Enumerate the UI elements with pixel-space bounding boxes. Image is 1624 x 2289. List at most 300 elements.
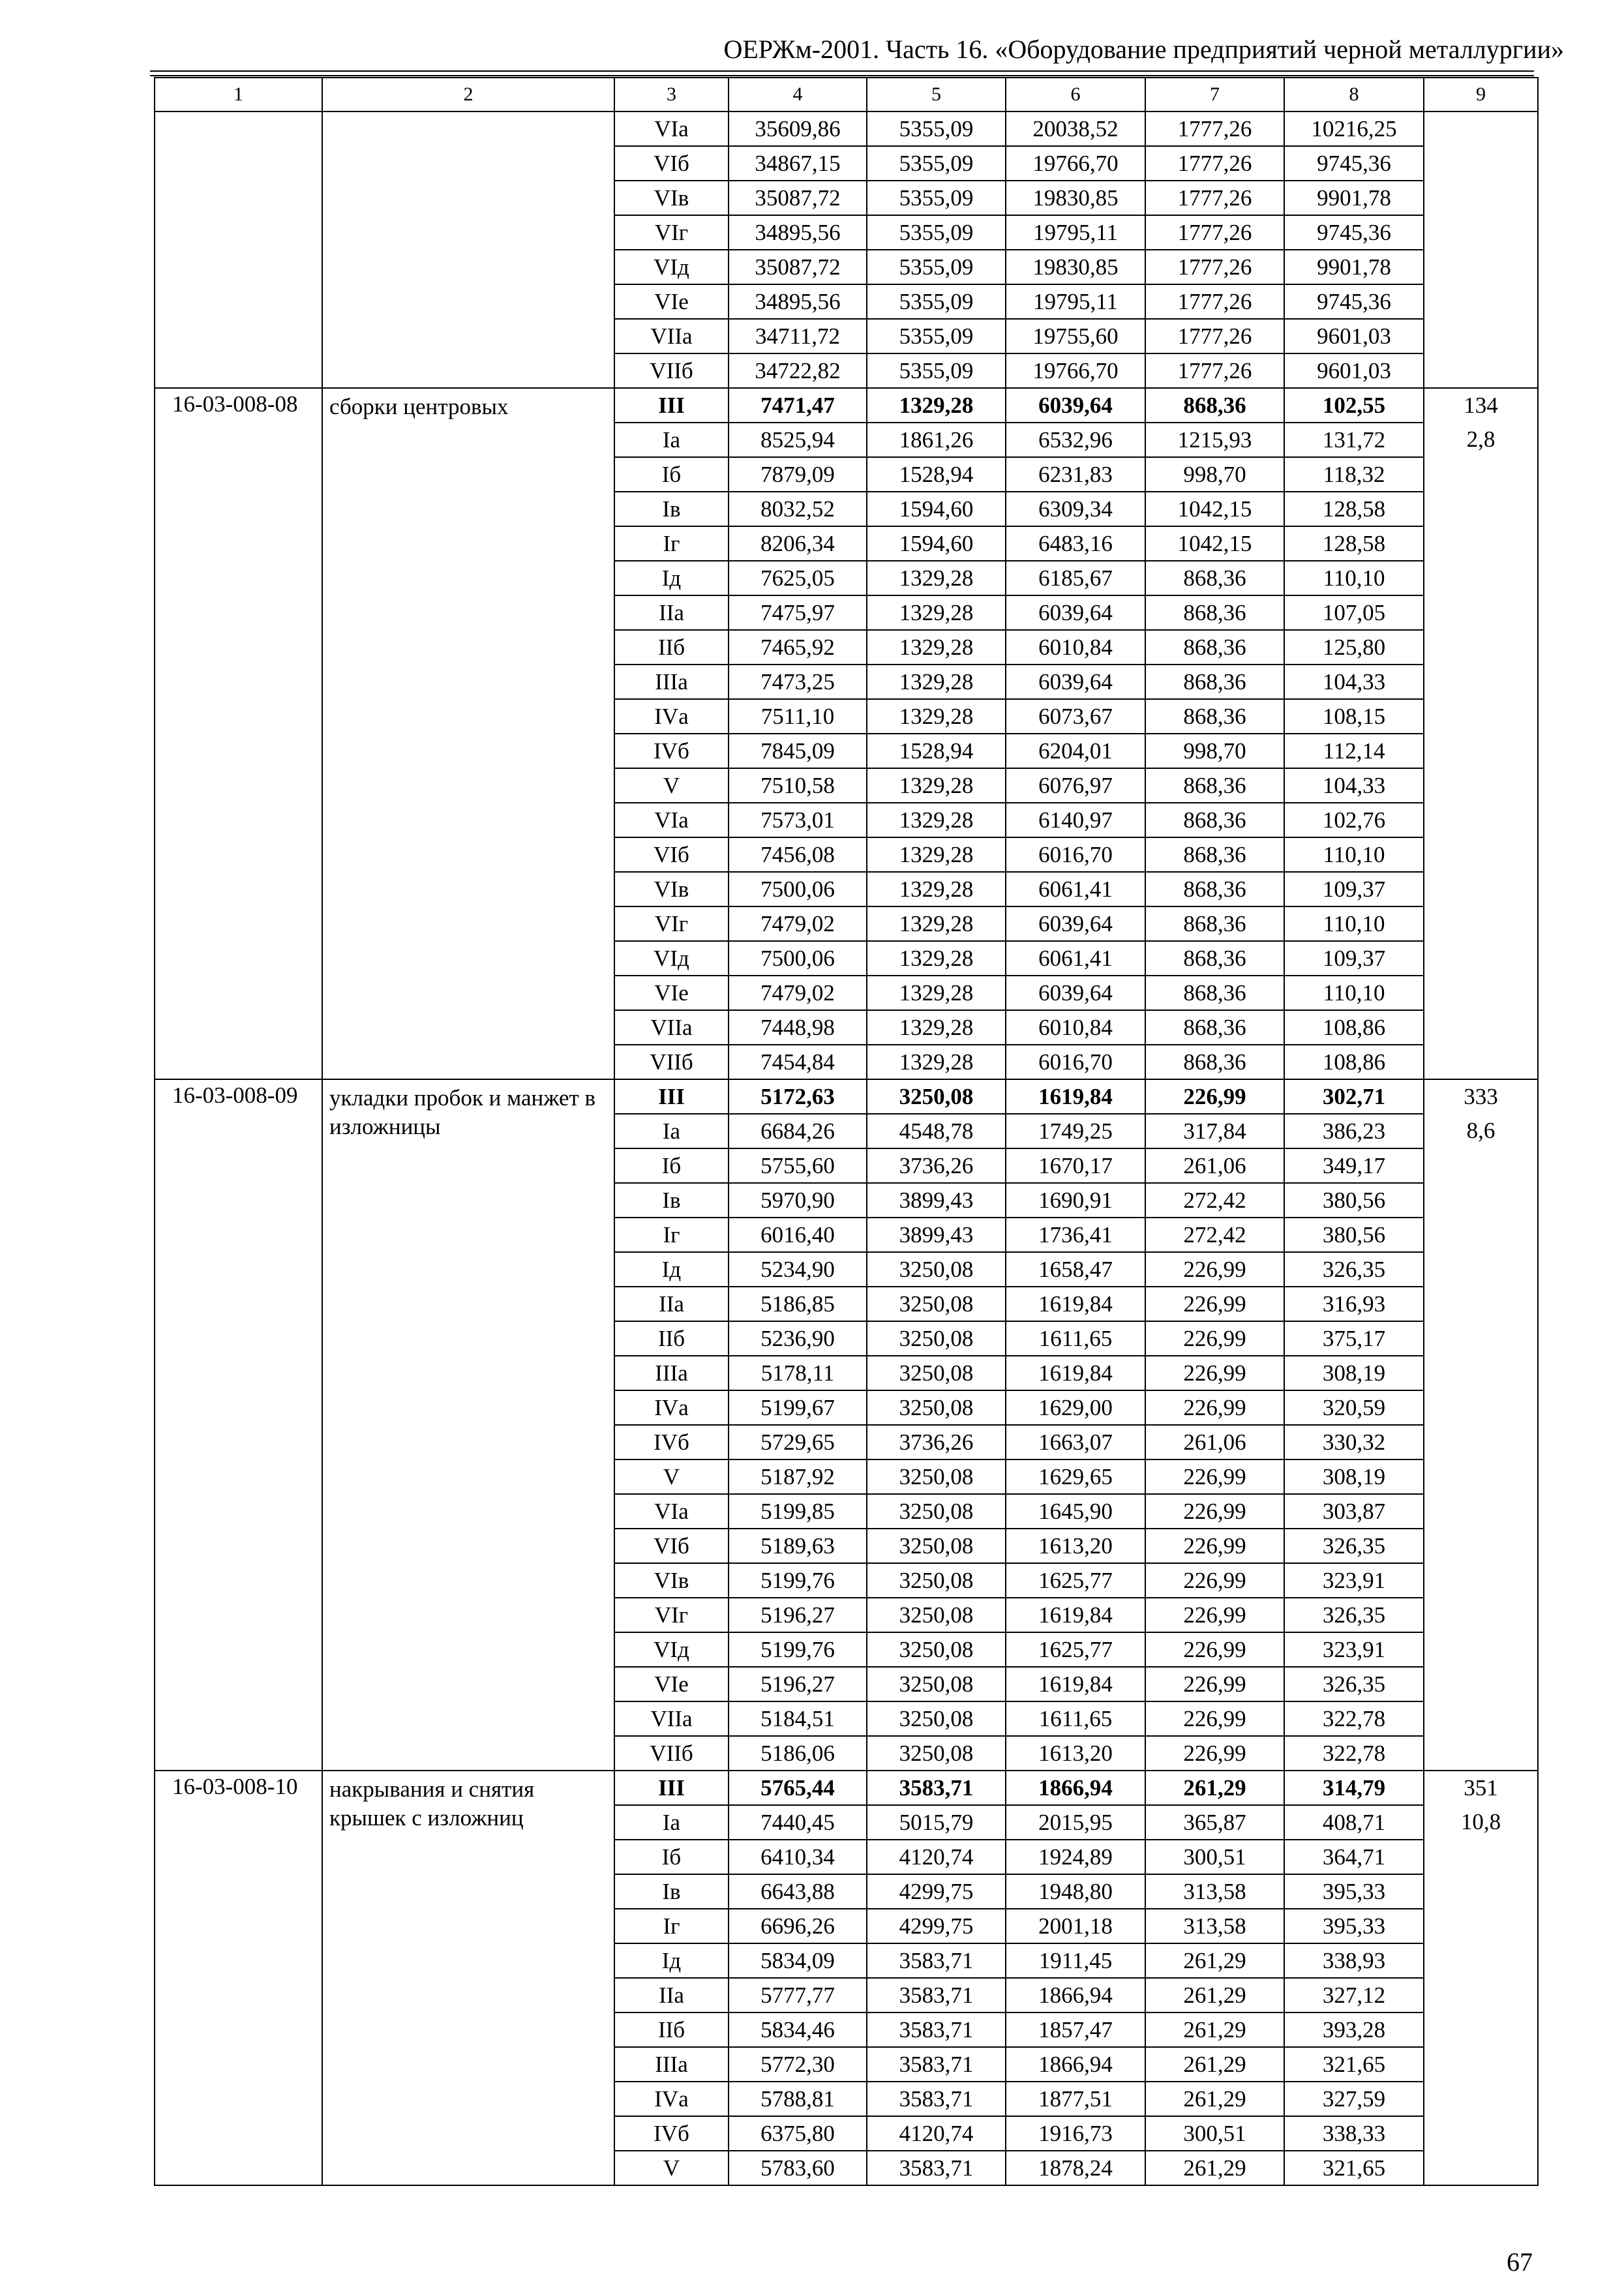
- cost-value: 5729,65: [729, 1425, 867, 1459]
- cost-value: 118,32: [1284, 457, 1424, 492]
- labor-cost-value: 10,8: [1460, 1809, 1501, 1834]
- labor-cost-cell: [1424, 1079, 1538, 1771]
- page-header-title: ОЕРЖм-2001. Часть 16. «Оборудование предприятий черной металлургии»: [723, 35, 1564, 64]
- cost-value: 1042,15: [1145, 526, 1284, 561]
- cost-value: 6140,97: [1006, 803, 1145, 837]
- column-number: 5: [867, 78, 1006, 112]
- cost-value: 1329,28: [867, 1010, 1006, 1045]
- cost-value: 1878,24: [1006, 2151, 1145, 2185]
- cost-value: 868,36: [1145, 872, 1284, 906]
- column-number: 1: [155, 78, 322, 112]
- cost-value: 4120,74: [867, 2116, 1006, 2151]
- cost-value: 5777,77: [729, 1978, 867, 2012]
- cost-value: 34895,56: [729, 215, 867, 250]
- rates-table: [154, 77, 1539, 2186]
- cost-value: 6016,70: [1006, 1045, 1145, 1079]
- cost-value: 7573,01: [729, 803, 867, 837]
- cost-value: 108,86: [1284, 1045, 1424, 1079]
- cost-value: 6375,80: [729, 2116, 867, 2151]
- cost-value: 314,79: [1284, 1771, 1424, 1805]
- cost-value: 1329,28: [867, 1045, 1006, 1079]
- cost-value: 226,99: [1145, 1494, 1284, 1529]
- cost-value: 110,10: [1284, 976, 1424, 1010]
- cost-value: 1619,84: [1006, 1079, 1145, 1114]
- cost-value: 8032,52: [729, 492, 867, 526]
- cost-value: 261,29: [1145, 1771, 1284, 1805]
- labor-cost-value: 2,8: [1466, 426, 1496, 452]
- cost-value: 1625,77: [1006, 1563, 1145, 1598]
- labor-cost-value: 351: [1464, 1775, 1498, 1801]
- cost-value: 6061,41: [1006, 872, 1145, 906]
- cost-value: 302,71: [1284, 1079, 1424, 1114]
- cost-value: 226,99: [1145, 1390, 1284, 1425]
- cost-value: 4120,74: [867, 1840, 1006, 1874]
- territory-group: VIе: [614, 976, 729, 1010]
- territory-group: Iа: [614, 423, 729, 457]
- cost-value: 6204,01: [1006, 734, 1145, 768]
- cost-value: 5199,67: [729, 1390, 867, 1425]
- cost-value: 1663,07: [1006, 1425, 1145, 1459]
- cost-value: 1777,26: [1145, 181, 1284, 215]
- cost-value: 1329,28: [867, 976, 1006, 1010]
- cost-value: 3736,26: [867, 1148, 1006, 1183]
- cost-value: 226,99: [1145, 1563, 1284, 1598]
- cost-value: 327,59: [1284, 2082, 1424, 2116]
- territory-group: IVа: [614, 2082, 729, 2116]
- cost-value: 6684,26: [729, 1114, 867, 1148]
- territory-group: Iг: [614, 1218, 729, 1252]
- cost-value: 5355,09: [867, 146, 1006, 181]
- cost-value: 1911,45: [1006, 1943, 1145, 1978]
- cost-value: 349,17: [1284, 1148, 1424, 1183]
- cost-value: 1777,26: [1145, 319, 1284, 353]
- cost-value: 261,29: [1145, 2082, 1284, 2116]
- territory-group: IIIа: [614, 1356, 729, 1390]
- cost-value: 998,70: [1145, 457, 1284, 492]
- table-row: [155, 1079, 1538, 1114]
- cost-value: 317,84: [1145, 1114, 1284, 1148]
- territory-group: VIIа: [614, 1010, 729, 1045]
- cost-value: 5186,85: [729, 1287, 867, 1321]
- cost-value: 3250,08: [867, 1529, 1006, 1563]
- cost-value: 1866,94: [1006, 1771, 1145, 1805]
- cost-value: 1329,28: [867, 837, 1006, 872]
- cost-value: 1866,94: [1006, 2047, 1145, 2082]
- territory-group: VIд: [614, 941, 729, 976]
- header-rule-top: [150, 70, 1534, 72]
- cost-value: 323,91: [1284, 1632, 1424, 1667]
- cost-value: 6483,16: [1006, 526, 1145, 561]
- territory-group: Iв: [614, 1183, 729, 1218]
- cost-value: 3250,08: [867, 1632, 1006, 1667]
- cost-value: 226,99: [1145, 1598, 1284, 1632]
- cost-value: 5355,09: [867, 284, 1006, 319]
- territory-group: III: [614, 1771, 729, 1805]
- cost-value: 6185,67: [1006, 561, 1145, 595]
- territory-group: VIб: [614, 146, 729, 181]
- rate-code: 16-03-008-09: [155, 1079, 322, 1771]
- cost-value: 128,58: [1284, 526, 1424, 561]
- cost-value: 3250,08: [867, 1563, 1006, 1598]
- cost-value: 1777,26: [1145, 146, 1284, 181]
- territory-group: IIб: [614, 2012, 729, 2047]
- cost-value: 1329,28: [867, 630, 1006, 665]
- territory-group: VIд: [614, 250, 729, 284]
- cost-value: 35087,72: [729, 250, 867, 284]
- cost-value: 19795,11: [1006, 284, 1145, 319]
- cost-value: 6039,64: [1006, 665, 1145, 699]
- cost-value: 261,29: [1145, 2012, 1284, 2047]
- cost-value: 1329,28: [867, 388, 1006, 423]
- cost-value: 5355,09: [867, 319, 1006, 353]
- cost-value: 1625,77: [1006, 1632, 1145, 1667]
- cost-value: 19830,85: [1006, 250, 1145, 284]
- cost-value: 4548,78: [867, 1114, 1006, 1148]
- territory-group: VIа: [614, 1494, 729, 1529]
- cost-value: 5236,90: [729, 1321, 867, 1356]
- cost-value: 1629,00: [1006, 1390, 1145, 1425]
- cost-value: 330,32: [1284, 1425, 1424, 1459]
- cost-value: 5772,30: [729, 2047, 867, 2082]
- cost-value: 34711,72: [729, 319, 867, 353]
- cost-value: 1877,51: [1006, 2082, 1145, 2116]
- cost-value: 5788,81: [729, 2082, 867, 2116]
- cost-value: 395,33: [1284, 1874, 1424, 1909]
- column-number: 4: [729, 78, 867, 112]
- cost-value: 2015,95: [1006, 1805, 1145, 1840]
- cost-value: 34722,82: [729, 353, 867, 388]
- territory-group: VIб: [614, 1529, 729, 1563]
- cost-value: 5172,63: [729, 1079, 867, 1114]
- cost-value: 108,86: [1284, 1010, 1424, 1045]
- territory-group: IIа: [614, 595, 729, 630]
- cost-value: 1749,25: [1006, 1114, 1145, 1148]
- territory-group: VIд: [614, 1632, 729, 1667]
- table-row: [155, 388, 1538, 423]
- table-row: [155, 112, 1538, 146]
- labor-cost-value: 134: [1464, 393, 1498, 418]
- cost-value: 6061,41: [1006, 941, 1145, 976]
- cost-value: 19766,70: [1006, 146, 1145, 181]
- territory-group: IIIа: [614, 665, 729, 699]
- cost-value: 9745,36: [1284, 146, 1424, 181]
- cost-value: 3736,26: [867, 1425, 1006, 1459]
- cost-value: 5199,76: [729, 1563, 867, 1598]
- territory-group: IVб: [614, 1425, 729, 1459]
- cost-value: 4299,75: [867, 1909, 1006, 1943]
- cost-value: 321,65: [1284, 2151, 1424, 2185]
- column-number: 3: [614, 78, 729, 112]
- cost-value: 1619,84: [1006, 1667, 1145, 1701]
- territory-group: Iг: [614, 1909, 729, 1943]
- cost-value: 3250,08: [867, 1459, 1006, 1494]
- cost-value: 321,65: [1284, 2047, 1424, 2082]
- cost-value: 125,80: [1284, 630, 1424, 665]
- cost-value: 226,99: [1145, 1667, 1284, 1701]
- cost-value: 1042,15: [1145, 492, 1284, 526]
- cost-value: 6016,70: [1006, 837, 1145, 872]
- cost-value: 7454,84: [729, 1045, 867, 1079]
- cost-value: 3250,08: [867, 1079, 1006, 1114]
- cost-value: 9745,36: [1284, 284, 1424, 319]
- table-row: [155, 1771, 1538, 1805]
- cost-value: 365,87: [1145, 1805, 1284, 1840]
- rate-name: сборки центровых: [322, 388, 614, 1079]
- cost-value: 380,56: [1284, 1218, 1424, 1252]
- cost-value: 19755,60: [1006, 319, 1145, 353]
- cost-value: 6039,64: [1006, 388, 1145, 423]
- territory-group: IVб: [614, 734, 729, 768]
- cost-value: 3583,71: [867, 2047, 1006, 2082]
- cost-value: 6696,26: [729, 1909, 867, 1943]
- cost-value: 6231,83: [1006, 457, 1145, 492]
- cost-value: 109,37: [1284, 872, 1424, 906]
- page-number: 67: [1507, 2247, 1533, 2277]
- territory-group: IIб: [614, 1321, 729, 1356]
- cost-value: 1329,28: [867, 561, 1006, 595]
- territory-group: Iб: [614, 1148, 729, 1183]
- cost-value: 320,59: [1284, 1390, 1424, 1425]
- territory-group: VIа: [614, 112, 729, 146]
- territory-group: VIв: [614, 181, 729, 215]
- territory-group: VIе: [614, 1667, 729, 1701]
- cost-value: 7511,10: [729, 699, 867, 734]
- cost-value: 1329,28: [867, 803, 1006, 837]
- cost-value: 1611,65: [1006, 1701, 1145, 1736]
- cost-value: 338,33: [1284, 2116, 1424, 2151]
- cost-value: 226,99: [1145, 1079, 1284, 1114]
- territory-group: V: [614, 768, 729, 803]
- cost-value: 1329,28: [867, 906, 1006, 941]
- cost-value: 261,29: [1145, 1978, 1284, 2012]
- cost-value: 3250,08: [867, 1356, 1006, 1390]
- cost-value: 1613,20: [1006, 1736, 1145, 1771]
- territory-group: VIа: [614, 803, 729, 837]
- cost-value: 7473,25: [729, 665, 867, 699]
- cost-value: 107,05: [1284, 595, 1424, 630]
- territory-group: Iб: [614, 1840, 729, 1874]
- cost-value: 7479,02: [729, 976, 867, 1010]
- cost-value: 102,55: [1284, 388, 1424, 423]
- cost-value: 322,78: [1284, 1736, 1424, 1771]
- rate-name: укладки пробок и манжет в изложницы: [322, 1079, 614, 1771]
- cost-value: 408,71: [1284, 1805, 1424, 1840]
- cost-value: 19795,11: [1006, 215, 1145, 250]
- cost-value: 308,19: [1284, 1459, 1424, 1494]
- cost-value: 226,99: [1145, 1321, 1284, 1356]
- cost-value: 7471,47: [729, 388, 867, 423]
- cost-value: 7510,58: [729, 768, 867, 803]
- rate-code: 16-03-008-10: [155, 1771, 322, 2185]
- column-number-row: [155, 78, 1538, 112]
- cost-value: 5970,90: [729, 1183, 867, 1218]
- cost-value: 1329,28: [867, 595, 1006, 630]
- cost-value: 6073,67: [1006, 699, 1145, 734]
- cost-value: 226,99: [1145, 1356, 1284, 1390]
- cost-value: 868,36: [1145, 1045, 1284, 1079]
- cost-value: 1658,47: [1006, 1252, 1145, 1287]
- cost-value: 3250,08: [867, 1701, 1006, 1736]
- cost-value: 261,29: [1145, 2047, 1284, 2082]
- cost-value: 9901,78: [1284, 181, 1424, 215]
- cost-value: 226,99: [1145, 1529, 1284, 1563]
- rate-code: [155, 112, 322, 388]
- cost-value: 5199,85: [729, 1494, 867, 1529]
- cost-value: 7879,09: [729, 457, 867, 492]
- cost-value: 110,10: [1284, 561, 1424, 595]
- cost-value: 1690,91: [1006, 1183, 1145, 1218]
- cost-value: 868,36: [1145, 665, 1284, 699]
- cost-value: 6643,88: [729, 1874, 867, 1909]
- territory-group: Iб: [614, 457, 729, 492]
- cost-value: 272,42: [1145, 1218, 1284, 1252]
- cost-value: 6010,84: [1006, 1010, 1145, 1045]
- cost-value: 3899,43: [867, 1218, 1006, 1252]
- cost-value: 3250,08: [867, 1598, 1006, 1632]
- cost-value: 1777,26: [1145, 250, 1284, 284]
- cost-value: 8206,34: [729, 526, 867, 561]
- cost-value: 308,19: [1284, 1356, 1424, 1390]
- territory-group: VIг: [614, 215, 729, 250]
- cost-value: 5765,44: [729, 1771, 867, 1805]
- territory-group: IIIа: [614, 2047, 729, 2082]
- territory-group: Iа: [614, 1805, 729, 1840]
- cost-value: 8525,94: [729, 423, 867, 457]
- territory-group: VIIб: [614, 353, 729, 388]
- cost-value: 1777,26: [1145, 284, 1284, 319]
- cost-value: 395,33: [1284, 1909, 1424, 1943]
- cost-value: 868,36: [1145, 561, 1284, 595]
- cost-value: 5834,46: [729, 2012, 867, 2047]
- cost-value: 1777,26: [1145, 112, 1284, 146]
- cost-value: 7500,06: [729, 872, 867, 906]
- cost-value: 868,36: [1145, 1010, 1284, 1045]
- cost-value: 868,36: [1145, 595, 1284, 630]
- cost-value: 323,91: [1284, 1563, 1424, 1598]
- cost-value: 1329,28: [867, 941, 1006, 976]
- cost-value: 3583,71: [867, 2151, 1006, 2185]
- cost-value: 868,36: [1145, 976, 1284, 1010]
- cost-value: 375,17: [1284, 1321, 1424, 1356]
- cost-value: 322,78: [1284, 1701, 1424, 1736]
- cost-value: 1916,73: [1006, 2116, 1145, 2151]
- cost-value: 9745,36: [1284, 215, 1424, 250]
- cost-value: 109,37: [1284, 941, 1424, 976]
- territory-group: Iг: [614, 526, 729, 561]
- cost-value: 300,51: [1145, 1840, 1284, 1874]
- cost-value: 10216,25: [1284, 112, 1424, 146]
- cost-value: 261,06: [1145, 1425, 1284, 1459]
- cost-value: 1329,28: [867, 768, 1006, 803]
- territory-group: VIг: [614, 906, 729, 941]
- cost-value: 313,58: [1145, 1909, 1284, 1943]
- cost-value: 131,72: [1284, 423, 1424, 457]
- cost-value: 2001,18: [1006, 1909, 1145, 1943]
- cost-value: 226,99: [1145, 1287, 1284, 1321]
- cost-value: 868,36: [1145, 906, 1284, 941]
- territory-group: VIIа: [614, 319, 729, 353]
- territory-group: Iв: [614, 1874, 729, 1909]
- cost-value: 5196,27: [729, 1598, 867, 1632]
- cost-value: 7440,45: [729, 1805, 867, 1840]
- cost-value: 7500,06: [729, 941, 867, 976]
- cost-value: 3250,08: [867, 1494, 1006, 1529]
- territory-group: VIг: [614, 1598, 729, 1632]
- cost-value: 1924,89: [1006, 1840, 1145, 1874]
- cost-value: 3899,43: [867, 1183, 1006, 1218]
- cost-value: 6410,34: [729, 1840, 867, 1874]
- cost-value: 1857,47: [1006, 2012, 1145, 2047]
- cost-value: 1866,94: [1006, 1978, 1145, 2012]
- column-number: 8: [1284, 78, 1424, 112]
- cost-value: 34895,56: [729, 284, 867, 319]
- cost-value: 1619,84: [1006, 1356, 1145, 1390]
- cost-value: 6039,64: [1006, 906, 1145, 941]
- cost-value: 3583,71: [867, 1978, 1006, 2012]
- cost-value: 5783,60: [729, 2151, 867, 2185]
- cost-value: 5178,11: [729, 1356, 867, 1390]
- territory-group: Iд: [614, 1943, 729, 1978]
- cost-value: 326,35: [1284, 1529, 1424, 1563]
- cost-value: 5189,63: [729, 1529, 867, 1563]
- labor-cost-cell: [1424, 388, 1538, 1079]
- cost-value: 868,36: [1145, 630, 1284, 665]
- territory-group: IVа: [614, 699, 729, 734]
- cost-value: 110,10: [1284, 906, 1424, 941]
- cost-value: 5355,09: [867, 181, 1006, 215]
- cost-value: 9601,03: [1284, 319, 1424, 353]
- cost-value: 5184,51: [729, 1701, 867, 1736]
- cost-value: 364,71: [1284, 1840, 1424, 1874]
- cost-value: 3583,71: [867, 2082, 1006, 2116]
- rate-name: накрывания и снятия крышек с изложниц: [322, 1771, 614, 2185]
- cost-value: 3250,08: [867, 1287, 1006, 1321]
- cost-value: 1613,20: [1006, 1529, 1145, 1563]
- cost-value: 1528,94: [867, 734, 1006, 768]
- cost-value: 1619,84: [1006, 1287, 1145, 1321]
- cost-value: 5355,09: [867, 250, 1006, 284]
- cost-value: 5355,09: [867, 353, 1006, 388]
- territory-group: VIв: [614, 872, 729, 906]
- cost-value: 3250,08: [867, 1252, 1006, 1287]
- cost-value: 3250,08: [867, 1667, 1006, 1701]
- cost-value: 1777,26: [1145, 353, 1284, 388]
- cost-value: 868,36: [1145, 941, 1284, 976]
- cost-value: 261,06: [1145, 1148, 1284, 1183]
- cost-value: 226,99: [1145, 1632, 1284, 1667]
- cost-value: 380,56: [1284, 1183, 1424, 1218]
- territory-group: Iд: [614, 561, 729, 595]
- cost-value: 1329,28: [867, 699, 1006, 734]
- cost-value: 868,36: [1145, 388, 1284, 423]
- cost-value: 7456,08: [729, 837, 867, 872]
- cost-value: 34867,15: [729, 146, 867, 181]
- territory-group: IIа: [614, 1978, 729, 2012]
- column-number: 2: [322, 78, 614, 112]
- cost-value: 326,35: [1284, 1667, 1424, 1701]
- territory-group: IIа: [614, 1287, 729, 1321]
- cost-value: 104,33: [1284, 768, 1424, 803]
- cost-value: 5186,06: [729, 1736, 867, 1771]
- cost-value: 19766,70: [1006, 353, 1145, 388]
- cost-value: 261,29: [1145, 2151, 1284, 2185]
- rate-code: 16-03-008-08: [155, 388, 322, 1079]
- territory-group: VIIб: [614, 1045, 729, 1079]
- cost-value: 5755,60: [729, 1148, 867, 1183]
- cost-value: 108,15: [1284, 699, 1424, 734]
- cost-value: 868,36: [1145, 768, 1284, 803]
- cost-value: 5834,09: [729, 1943, 867, 1978]
